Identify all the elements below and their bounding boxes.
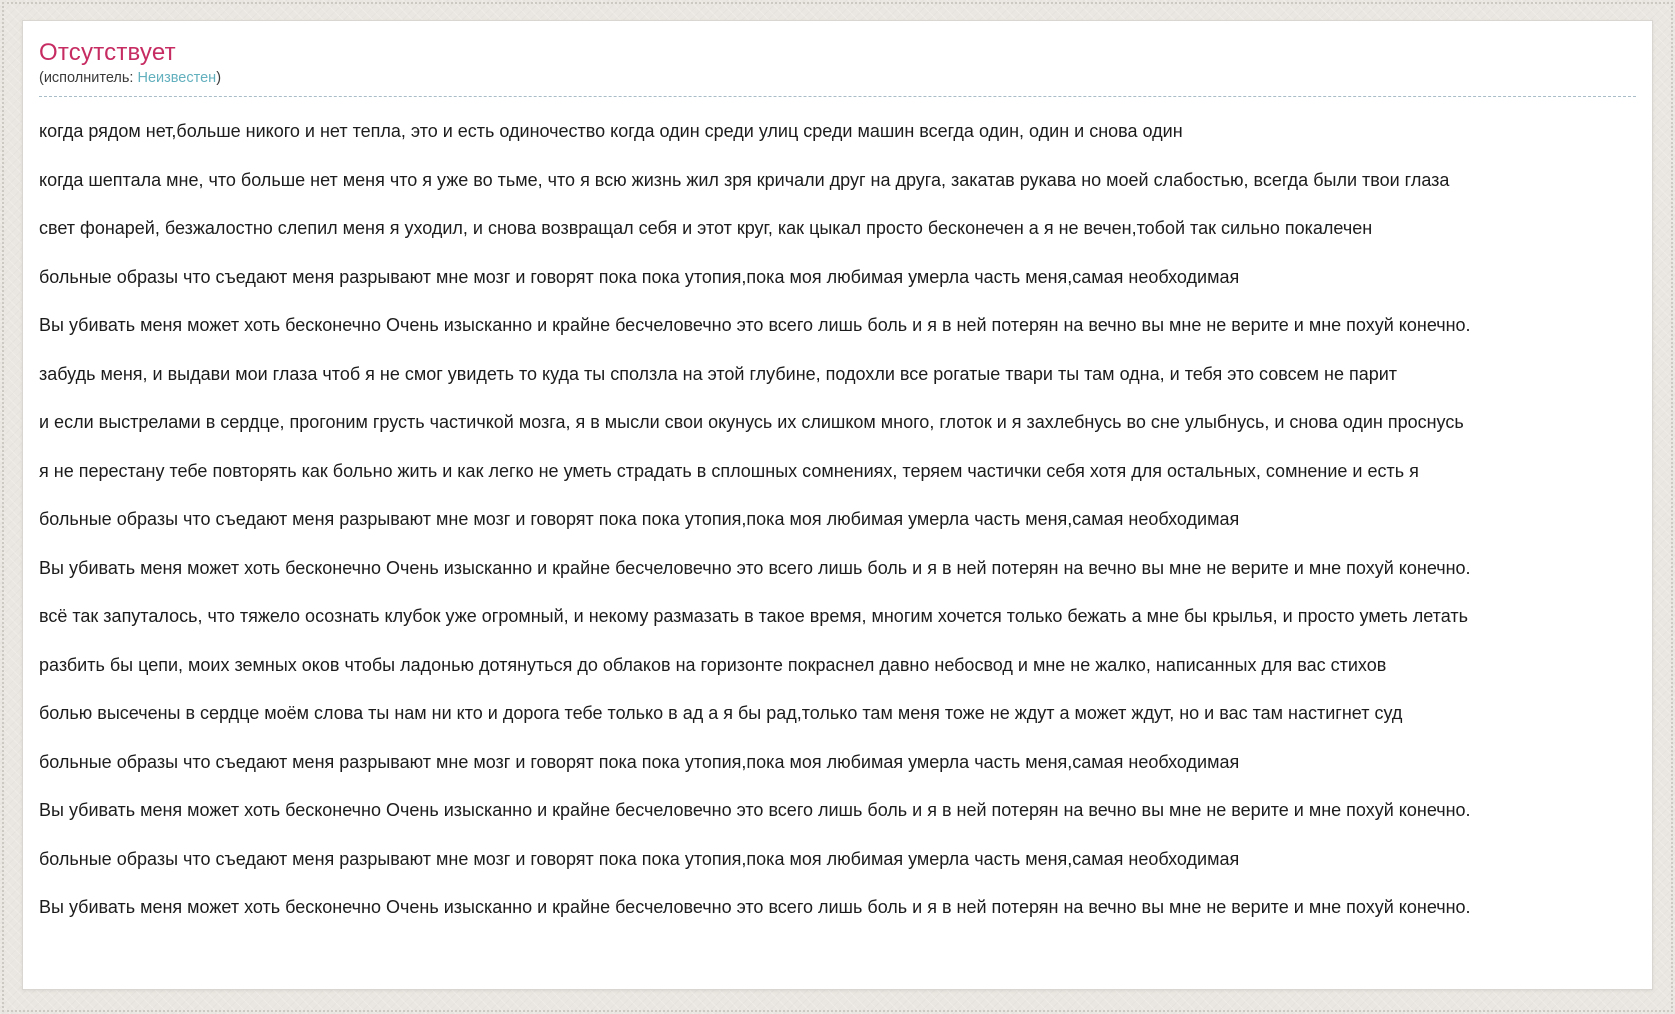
lyric-line: Вы убивать меня может хоть бесконечно Очень изысканно и крайне бесчеловечно это всего лишь боль и я в ней потерян на вечно вы мне не верите и мне похуй конечно. — [39, 800, 1471, 820]
artist-label-prefix: (исполнитель: — [39, 70, 138, 86]
artist-label-suffix: ) — [216, 70, 222, 86]
lyric-line: Вы убивать меня может хоть бесконечно Очень изысканно и крайне бесчеловечно это всего лишь боль и я в ней потерян на вечно вы мне не верите и мне похуй конечно. — [39, 557, 1471, 578]
artist-line — [39, 69, 1636, 87]
lyric-line: когда рядом нет,больше никого и нет тепла, это и есть одиночество когда один среди улиц среди машин всегда один, один и снова один — [39, 121, 1183, 141]
lyric-line: больные образы что съедают меня разрывают мне мозг и говорят пока пока утопия,пока моя любимая умерла часть меня,самая необходимая — [39, 266, 1240, 287]
lyric-line: и если выстрелами в сердце, прогоним грусть частичкой мозга, я в мысли свои окунусь их слишком много, глоток и я захлебнусь во сне улыбнусь, и снова один проснусь — [39, 412, 1464, 432]
artist-link[interactable]: Неизвестен — [137, 70, 217, 86]
lyric-line: всё так запуталось, что тяжело осознать клубок уже огромный, и некому размазать в такое время, многим хочется только бежать а мне бы крылья, и просто уметь летать — [39, 606, 1468, 626]
lyric-line: забудь меня, и выдави мои глаза чтоб я не смог увидеть то куда ты сползла на этой глубине, подохли все рогатые твари ты там одна, и тебя это совсем не парит — [39, 363, 1398, 384]
page-title: Отсутствует — [39, 39, 176, 66]
lyrics-text — [39, 122, 1636, 917]
lyric-line: Вы убивать меня может хоть бесконечно Очень изысканно и крайне бесчеловечно это всего лишь боль и я в ней потерян на вечно вы мне не верите и мне похуй конечно. — [39, 315, 1471, 335]
lyric-line: болью высечены в сердце моём слова ты нам ни кто и дорога тебе только в ад а я бы рад,только там меня тоже не ждут а может ждут, но и вас там настигнет суд — [39, 703, 1403, 723]
lyric-line: больные образы что съедают меня разрывают мне мозг и говорят пока пока утопия,пока моя любимая умерла часть меня,самая необходимая — [39, 509, 1240, 529]
lyric-line: больные образы что съедают меня разрывают мне мозг и говорят пока пока утопия,пока моя любимая умерла часть меня,самая необходимая — [39, 751, 1240, 772]
lyrics-card — [22, 20, 1653, 990]
lyric-line: когда шептала мне, что больше нет меня что я уже во тьме, что я всю жизнь жил зря кричали друг на друга, закатав рукава но моей слабостью, всегда были твои глаза — [39, 169, 1450, 190]
lyric-line: больные образы что съедают меня разрывают мне мозг и говорят пока пока утопия,пока моя любимая умерла часть меня,самая необходимая — [39, 848, 1240, 869]
lyric-line: разбить бы цепи, моих земных оков чтобы ладонью дотянуться до облаков на горизонте покраснел давно небосвод и мне не жалко, написанных для вас стихов — [39, 654, 1387, 675]
lyric-line: я не перестану тебе повторять как больно жить и как легко не уметь страдать в сплошных сомнениях, теряем частички себя хотя для остальных, сомнение и есть я — [39, 460, 1419, 481]
song-header — [39, 39, 1636, 97]
lyric-line: Вы убивать меня может хоть бесконечно Очень изысканно и крайне бесчеловечно это всего лишь боль и я в ней потерян на вечно вы мне не верите и мне похуй конечно. — [39, 897, 1471, 917]
lyric-line: свет фонарей, безжалостно слепил меня я уходил, и снова возвращал себя и этот круг, как цыкал просто бесконечен а я не вечен,тобой так сильно покалечен — [39, 218, 1373, 238]
